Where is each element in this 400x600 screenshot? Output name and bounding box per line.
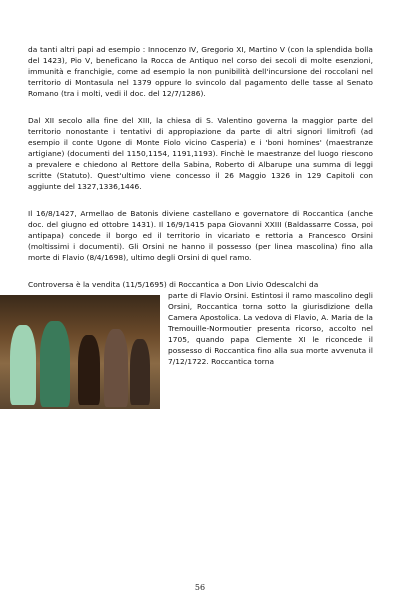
paragraph-4-wrapped-text: parte di Flavio Orsini. Estintosi il ramo mascolino degli Orsini, Roccantica torna sotto la giurisdizione della Camera Apostolica. La vedova di Flavio, A. Maria de la Tremouille-Normoutier presenta ricorso, accolto nel 1705, quando papa Clemente XI le riconcede il possesso di Roccantica fino alla sua morte avvenuta il 7/12/1722. Roccantica torna bbox=[168, 291, 373, 366]
paragraph-4-first-line: Controversa è la vendita (11/5/1695) di Roccantica a Don Livio Odescalchi da bbox=[28, 280, 319, 289]
paragraph-1: da tanti altri papi ad esempio : Innocenzo IV, Gregorio XI, Martino V (con la splendida bolla del 1423), Pio V, beneficano la Rocca de Antiquo nel corso dei secoli di molte esenzioni, immunità e franchigie, come ad esempio la non punibilità dell'incursione dei roccolani nel territorio di Montasula nel 1379 oppure lo svincolo dal pagamento delle tasse al Senato Romano (tra i molti, vedi il doc. del 12/7/1286). bbox=[28, 45, 373, 98]
paragraph-2: Dal XII secolo alla fine del XIII, la chiesa di S. Valentino governa la maggior parte del territorio nonostante i tentativi di appropiazione da parte di altri signori limitrofi (ad esempio il conte Ugone di Monte Fiolo vicino Casperia) e i 'boni homines' (maestranze artigiane) (documenti del 1150,1154, 1191,1193). Finchè le maestranze del luogo riescono a prevalere e chiedono al Rettore della Sabina, Roberto di Albarupe una summa di leggi scritte (Statuto). Quest'ultimo viene concesso il 26 Maggio 1326 in 129 Capitoli con aggiunte del 1327,1336,1446. bbox=[28, 116, 373, 191]
paragraph-4-block bbox=[28, 279, 373, 367]
page-number: 56 bbox=[194, 583, 206, 592]
paragraph-3: Il 16/8/1427, Armellao de Batonis diviene castellano e governatore di Roccantica (anche doc. del giugno ed ottobre 1431). Il 16/9/1415 papa Giovanni XXIII (Baldassarre Cossa, poi antipapa) concede il borgo ed il territorio in vicariato e rettoria a Francesco Orsini (moltissimi i documenti). Gli Orsini ne hanno il possesso (per linea mascolina) fino alla morte di Flavio (8/4/1698), ultimo degli Orsini di quel ramo. bbox=[28, 209, 373, 262]
document-page bbox=[28, 44, 373, 367]
festival-photo bbox=[0, 295, 160, 409]
